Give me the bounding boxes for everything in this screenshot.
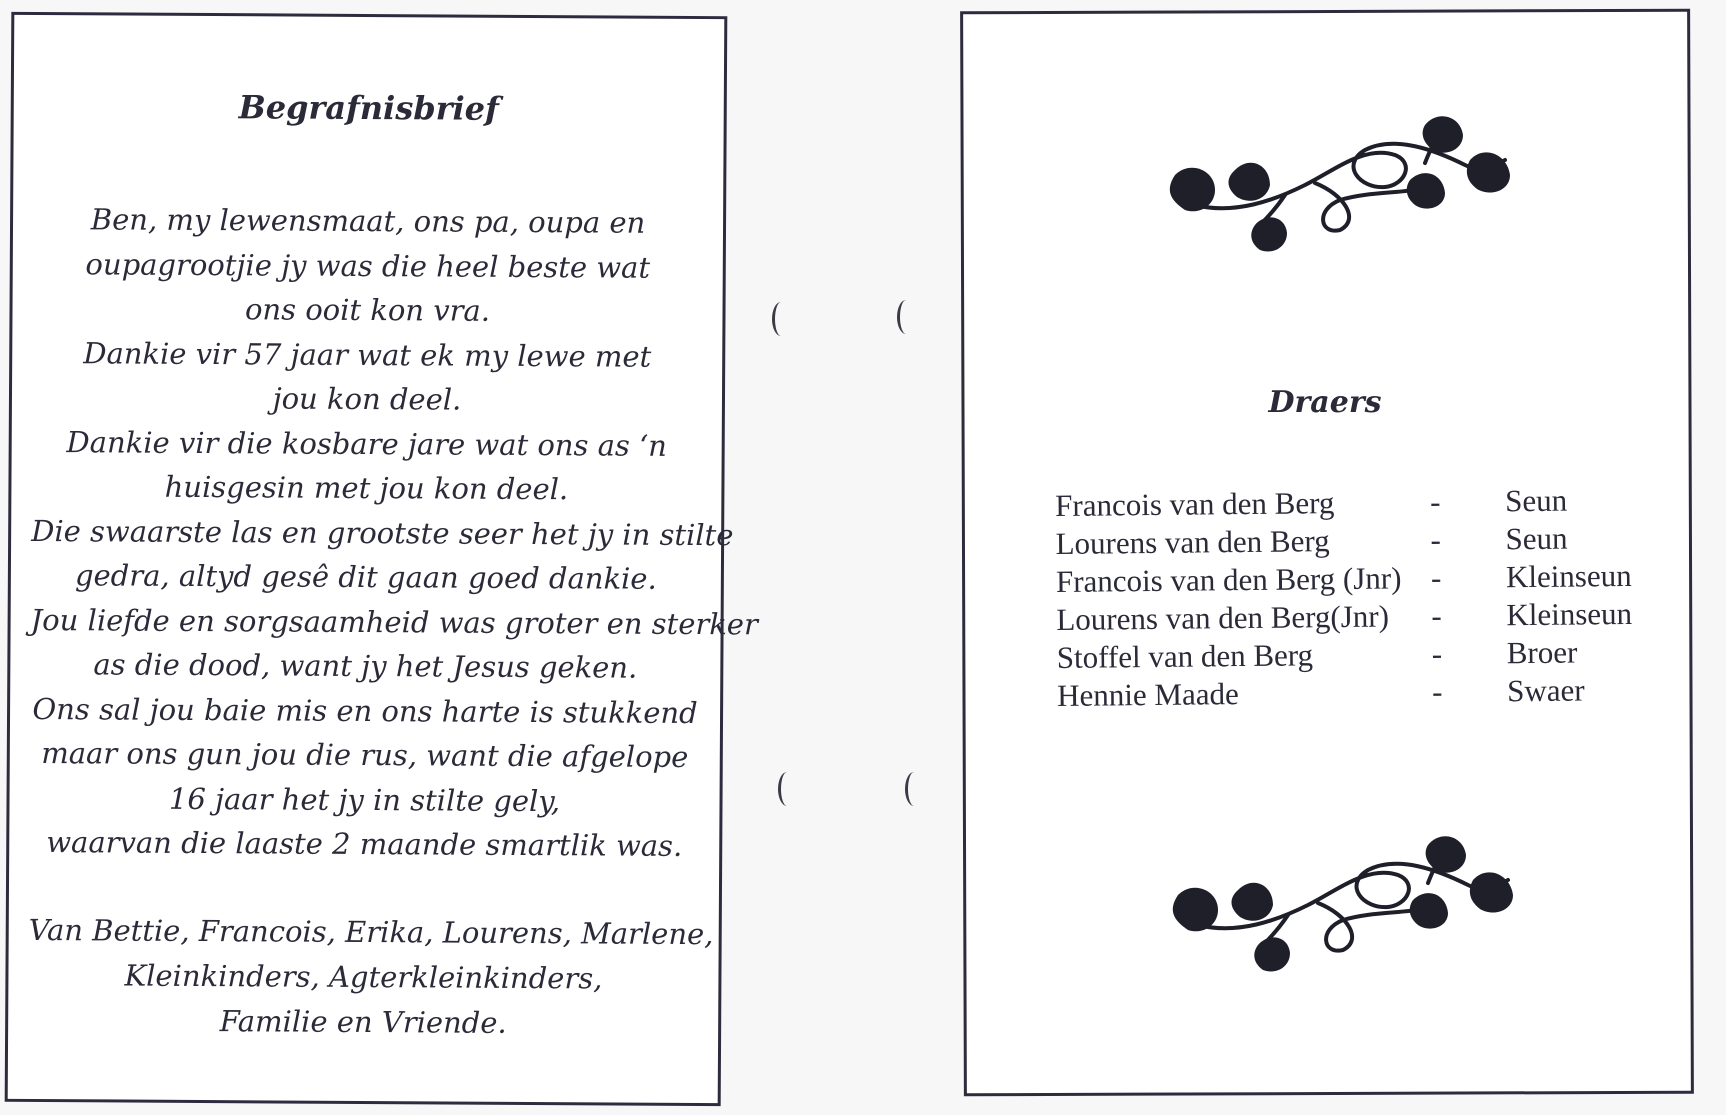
letter-line: maar ons gun jou die rus, want die afgelope <box>41 736 689 774</box>
bearer-separator: - <box>1430 559 1442 596</box>
bearer-name: Lourens van den Berg(Jnr) <box>1056 598 1390 637</box>
list-item <box>1055 520 1655 564</box>
letter-line: Jou liefde en sorgsaamheid was groter en sterker <box>30 602 758 641</box>
bearer-separator: - <box>1430 521 1442 558</box>
bearer-name: Francois van den Berg (Jnr) <box>1055 560 1402 599</box>
letter-line: Die swaarste las en grootste seer het jy in stilte <box>31 513 734 552</box>
list-item <box>1057 634 1657 678</box>
bearer-name: Francois van den Berg <box>1055 485 1335 523</box>
bearer-relation: Seun <box>1505 520 1568 557</box>
list-item <box>1057 672 1657 716</box>
list-item <box>1055 482 1655 526</box>
letter-line: waarvan die laaste 2 maande smartlik was. <box>46 825 683 863</box>
letter-line: ons ooit kon vra. <box>244 292 491 328</box>
pallbearers-list <box>1055 482 1657 716</box>
letter-line: jou kon deel. <box>272 381 462 417</box>
bearer-name: Lourens van den Berg <box>1055 523 1330 561</box>
signoff-line: Familie en Vriende. <box>219 1004 507 1040</box>
letter-line: gedra, altyd gesê dit gaan goed dankie. <box>74 558 657 596</box>
letter-line: 16 jaar het jy in stilte gely, <box>168 781 561 818</box>
letter-page <box>5 12 758 1106</box>
signoff-line: Van Bettie, Francois, Erika, Lourens, Marlene, <box>28 912 714 952</box>
letter-line: Dankie vir 57 jaar wat ek my lewe met <box>83 335 652 374</box>
bearer-separator: - <box>1431 597 1442 634</box>
list-item <box>1056 558 1656 602</box>
leafy-vine-ornament-icon <box>1168 825 1518 995</box>
letter-body <box>29 197 758 869</box>
letter-line: Ons sal jou baie mis en ons harte is stukkend <box>32 691 698 730</box>
pallbearers-title: Draers <box>1268 385 1382 420</box>
punch-hole <box>897 300 915 334</box>
bearer-separator: - <box>1431 673 1443 710</box>
bearer-relation: Swaer <box>1506 672 1585 709</box>
bearer-relation: Broer <box>1506 634 1578 671</box>
list-item <box>1056 596 1656 640</box>
leafy-vine-ornament-icon <box>1165 105 1515 275</box>
punch-hole <box>778 772 796 806</box>
bearer-relation: Kleinseun <box>1506 595 1633 633</box>
letter-line: huisgesin met jou kon deel. <box>164 469 569 507</box>
letter-line: oupagrootjie jy was die heel beste wat <box>85 246 651 285</box>
letter-line: Ben, my lewensmaat, ons pa, oupa en <box>90 202 646 240</box>
letter-title: Begrafnisbrief <box>238 88 499 128</box>
bearer-relation: Seun <box>1504 482 1568 519</box>
bearer-separator: - <box>1429 483 1441 520</box>
letter-line: as die dood, want jy het Jesus geken. <box>93 647 638 685</box>
letter-signoff <box>28 908 714 1047</box>
signoff-line: Kleinkinders, Agterkleinkinders, <box>124 958 603 996</box>
punch-hole <box>772 302 790 336</box>
bearer-relation: Kleinseun <box>1505 557 1632 595</box>
bearer-name: Hennie Maade <box>1056 676 1239 713</box>
letter-line: Dankie vir die kosbare jare wat ons as ‘n <box>66 424 668 463</box>
bearer-name: Stoffel van den Berg <box>1056 637 1314 675</box>
punch-hole <box>905 772 923 806</box>
bearer-separator: - <box>1431 635 1443 672</box>
